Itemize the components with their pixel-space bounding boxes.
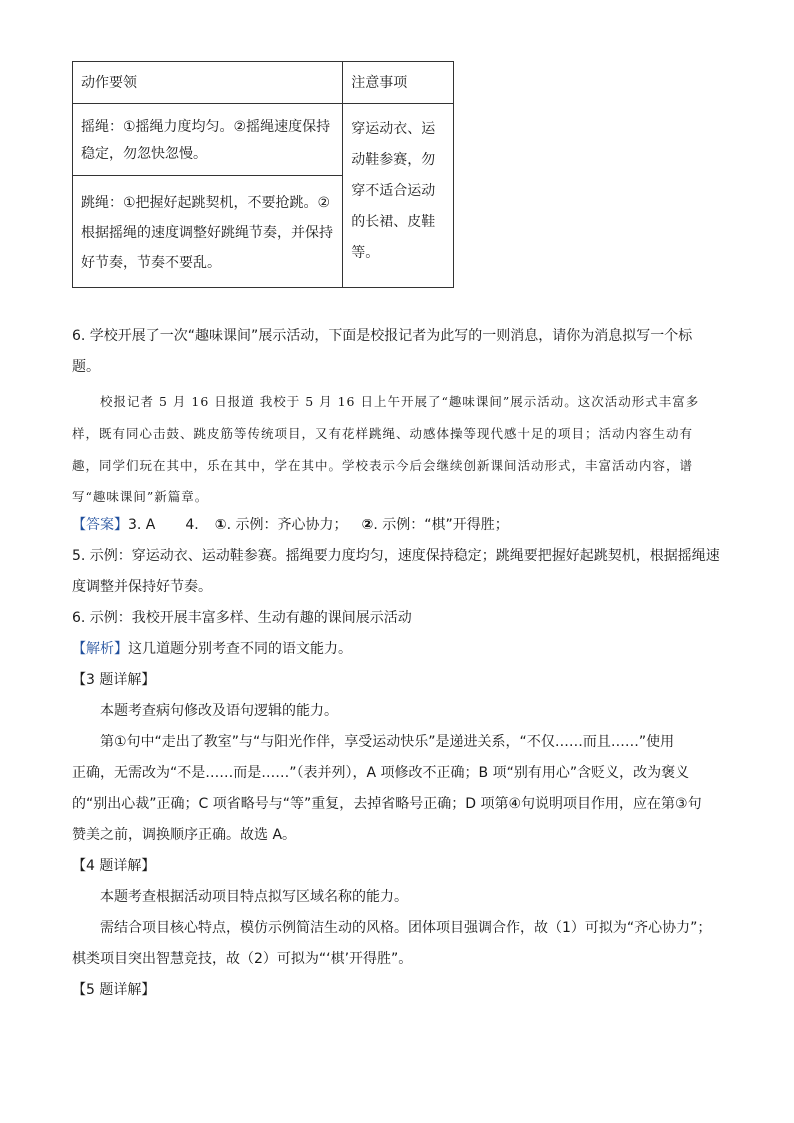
- answer-line: [72, 514, 509, 534]
- news-line-4: 写“趣味课间”新篇章。: [72, 489, 209, 504]
- note-line-4: 的长裙、皮鞋: [351, 214, 436, 230]
- detail3-p2-line-2: 正确，无需改为“不是……而是……”（表并列），A 项修改不正确；B 项“别有用心”含贬义，改为褒义: [72, 765, 690, 781]
- answer-q6: 6. 示例：我校开展丰富多样、生动有趣的课间展示活动: [72, 610, 412, 626]
- detail3-p2-line-3: 的“别出心裁”正确；C 项省略号与“等”重复，去掉省略号正确；D 项第④句说明项目作用，应在第③句: [72, 796, 702, 812]
- analysis-line: [72, 638, 352, 658]
- header-note-label: 注意事项: [351, 75, 408, 91]
- jump-line-3: 好节奏，节奏不要乱。: [81, 255, 221, 271]
- answer-q4-1-num: ①: [214, 517, 227, 533]
- table-cell-shake: [73, 104, 343, 176]
- q6-line-1: 6. 学校开展了一次“趣味课间”展示活动，下面是校报记者为此写的一则消息，请你为消息拟写一个标: [72, 328, 693, 344]
- q6-line-2: 题。: [72, 359, 100, 375]
- news-line-3: 趣，同学们玩在其中，乐在其中，学在其中。学校表示今后会继续创新课间活动形式，丰富活动内容，谱: [72, 458, 694, 473]
- detail5-title: 【5 题详解】: [72, 982, 156, 998]
- news-line-1: 校报记者 5 月 16 日报道 我校于 5 月 16 日上午开展了“趣味课间”展示活动。这次活动形式丰富多: [100, 394, 700, 409]
- table-header-action: [73, 62, 343, 104]
- note-line-1: 穿运动衣、运: [351, 121, 436, 137]
- table-header-note: [343, 62, 454, 104]
- answer-q3: 3. A: [128, 517, 156, 533]
- table-cell-note: [343, 104, 454, 288]
- table-cell-jump: [73, 176, 343, 288]
- detail3-p2-line-4: 赞美之前，调换顺序正确。故选 A。: [72, 827, 297, 843]
- detail4-p1: 本题考查根据活动项目特点拟写区域名称的能力。: [100, 889, 408, 905]
- answer-q4-num: 4.: [185, 517, 199, 533]
- header-action-label: 动作要领: [81, 75, 137, 91]
- answer-q4-1: . 示例：齐心协力；: [226, 517, 348, 533]
- answer-q4-2: . 示例：“棋”开得胜；: [373, 517, 509, 533]
- answer-q4-2-num: ②: [361, 517, 374, 533]
- note-line-3: 穿不适合运动: [351, 183, 436, 199]
- detail3-p2-line-1: 第①句中“走出了教室”与“与阳光作伴，享受运动快乐”是递进关系，“不仅……而且……”使用: [100, 734, 675, 750]
- detail4-p2-line-1: 需结合项目核心特点，模仿示例简洁生动的风格。团体项目强调合作，故（1）可拟为“齐心协力”；: [100, 920, 712, 936]
- detail3-title: 【3 题详解】: [72, 672, 156, 688]
- detail4-p2-line-2: 棋类项目突出智慧竞技，故（2）可拟为“‘棋’开得胜”。: [72, 951, 413, 967]
- note-line-2: 动鞋参赛，勿: [351, 152, 436, 168]
- detail4-title: 【4 题详解】: [72, 858, 156, 874]
- jump-line-2: 根据摇绳的速度调整好跳绳节奏，并保持: [81, 225, 333, 241]
- note-line-5: 等。: [351, 245, 380, 261]
- analysis-text: 这几道题分别考查不同的语文能力。: [128, 641, 352, 657]
- analysis-tag: 【解析】: [72, 641, 128, 657]
- shake-line-2: 稳定，勿忽快忽慢。: [81, 146, 207, 162]
- answer-q5-line-1: 5. 示例：穿运动衣、运动鞋参赛。摇绳要力度均匀，速度保持稳定；跳绳要把握好起跳契机，根据摇绳速: [72, 548, 720, 564]
- answer-tag: 【答案】: [72, 517, 128, 533]
- jump-line-1: 跳绳：①把握好起跳契机，不要抢跳。②: [81, 195, 331, 211]
- news-line-2: 样，既有同心击鼓、跳皮筋等传统项目，又有花样跳绳、动感体操等现代感十足的项目；活动内容生动有: [72, 426, 694, 441]
- detail3-p1: 本题考查病句修改及语句逻辑的能力。: [100, 703, 338, 719]
- rules-table: [72, 61, 454, 288]
- shake-line-1: 摇绳：①摇绳力度均匀。②摇绳速度保持: [81, 119, 331, 135]
- answer-q5-line-2: 度调整并保持好节奏。: [72, 579, 212, 595]
